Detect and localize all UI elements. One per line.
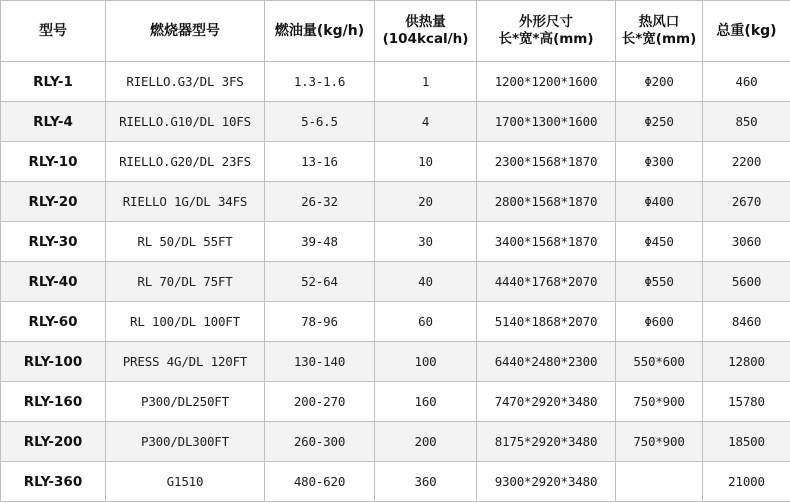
model-cell: RLY-100 [1,342,106,382]
fuel-consumption-cell: 39-48 [265,222,375,262]
hot-air-outlet-cell: Φ200 [616,62,703,102]
header-fuel-consumption-line-1: 燃油量(kg/h) [274,22,365,39]
burner-model-cell: RL 50/DL 55FT [106,222,265,262]
burner-model-cell: P300/DL300FT [106,422,265,462]
heat-supply-cell: 1 [375,62,477,102]
header-heat-supply-line-1: 供热量 [405,14,446,30]
hot-air-outlet-cell: 750*900 [616,422,703,462]
total-weight-cell: 850 [703,102,790,142]
burner-model-cell: PRESS 4G/DL 120FT [106,342,265,382]
burner-model-cell: RL 70/DL 75FT [106,262,265,302]
heat-supply-cell: 100 [375,342,477,382]
table-header [1,1,790,62]
total-weight-cell: 460 [703,62,790,102]
burner-model-cell: RIELLO 1G/DL 34FS [106,182,265,222]
hot-air-outlet-cell: 550*600 [616,342,703,382]
header-total-weight-line-1: 总重(kg) [716,22,777,39]
heat-supply-cell: 40 [375,262,477,302]
model-cell: RLY-360 [1,462,106,502]
total-weight-cell: 3060 [703,222,790,262]
header-hot-air-outlet-line-1: 热风口 [638,14,680,30]
heat-supply-cell: 360 [375,462,477,502]
dimensions-cell: 5140*1868*2070 [477,302,616,342]
header-heat-supply-line-2: (104kcal/h) [382,31,469,47]
table-body [1,62,790,502]
table-row [1,102,790,142]
total-weight-cell: 8460 [703,302,790,342]
model-cell: RLY-200 [1,422,106,462]
fuel-consumption-cell: 78-96 [265,302,375,342]
header-dimensions-line-1: 外形尺寸 [519,14,573,30]
heat-supply-cell: 10 [375,142,477,182]
header-burner-model-line-1: 燃烧器型号 [150,22,220,39]
total-weight-cell: 2670 [703,182,790,222]
hot-air-outlet-cell: Φ300 [616,142,703,182]
header-dimensions-line-2: 长*宽*高(mm) [498,31,594,47]
heat-supply-cell: 60 [375,302,477,342]
total-weight-cell: 2200 [703,142,790,182]
model-cell: RLY-160 [1,382,106,422]
burner-model-cell: RIELLO.G20/DL 23FS [106,142,265,182]
header-fuel-consumption [265,1,375,62]
heat-supply-cell: 160 [375,382,477,422]
total-weight-cell: 18500 [703,422,790,462]
total-weight-cell: 21000 [703,462,790,502]
header-model [1,1,106,62]
table-row [1,302,790,342]
dimensions-cell: 1200*1200*1600 [477,62,616,102]
burner-model-cell: RIELLO.G10/DL 10FS [106,102,265,142]
hot-air-outlet-cell: Φ450 [616,222,703,262]
burner-model-cell: P300/DL250FT [106,382,265,422]
fuel-consumption-cell: 260-300 [265,422,375,462]
hot-air-outlet-cell [616,462,703,502]
heat-supply-cell: 4 [375,102,477,142]
header-total-weight [703,1,790,62]
dimensions-cell: 2800*1568*1870 [477,182,616,222]
fuel-consumption-cell: 26-32 [265,182,375,222]
header-heat-supply [375,1,477,62]
burner-model-cell: G1510 [106,462,265,502]
table-row [1,222,790,262]
dimensions-cell: 7470*2920*3480 [477,382,616,422]
dimensions-cell: 3400*1568*1870 [477,222,616,262]
fuel-consumption-cell: 200-270 [265,382,375,422]
header-row [1,1,790,62]
hot-air-outlet-cell: Φ400 [616,182,703,222]
header-hot-air-outlet-line-2: 长*宽(mm) [621,31,697,47]
heat-supply-cell: 20 [375,182,477,222]
header-dimensions [477,1,616,62]
burner-model-cell: RIELLO.G3/DL 3FS [106,62,265,102]
model-cell: RLY-30 [1,222,106,262]
model-cell: RLY-1 [1,62,106,102]
model-cell: RLY-4 [1,102,106,142]
dimensions-cell: 6440*2480*2300 [477,342,616,382]
header-model-line-1: 型号 [39,22,67,39]
table-row [1,142,790,182]
dimensions-cell: 9300*2920*3480 [477,462,616,502]
header-hot-air-outlet [616,1,703,62]
fuel-consumption-cell: 1.3-1.6 [265,62,375,102]
fuel-consumption-cell: 52-64 [265,262,375,302]
table-row [1,182,790,222]
hot-air-outlet-cell: Φ250 [616,102,703,142]
table-row [1,262,790,302]
fuel-consumption-cell: 480-620 [265,462,375,502]
fuel-consumption-cell: 13-16 [265,142,375,182]
dimensions-cell: 2300*1568*1870 [477,142,616,182]
table-row [1,342,790,382]
heat-supply-cell: 200 [375,422,477,462]
hot-air-outlet-cell: Φ550 [616,262,703,302]
dimensions-cell: 4440*1768*2070 [477,262,616,302]
fuel-consumption-cell: 130-140 [265,342,375,382]
heat-supply-cell: 30 [375,222,477,262]
total-weight-cell: 15780 [703,382,790,422]
total-weight-cell: 12800 [703,342,790,382]
hot-air-outlet-cell: Φ600 [616,302,703,342]
table-row [1,382,790,422]
hot-air-outlet-cell: 750*900 [616,382,703,422]
burner-model-cell: RL 100/DL 100FT [106,302,265,342]
fuel-consumption-cell: 5-6.5 [265,102,375,142]
dimensions-cell: 1700*1300*1600 [477,102,616,142]
model-cell: RLY-20 [1,182,106,222]
table-row [1,62,790,102]
dimensions-cell: 8175*2920*3480 [477,422,616,462]
model-cell: RLY-10 [1,142,106,182]
model-cell: RLY-40 [1,262,106,302]
table-row [1,462,790,502]
model-cell: RLY-60 [1,302,106,342]
total-weight-cell: 5600 [703,262,790,302]
table-row [1,422,790,462]
header-burner-model [106,1,265,62]
